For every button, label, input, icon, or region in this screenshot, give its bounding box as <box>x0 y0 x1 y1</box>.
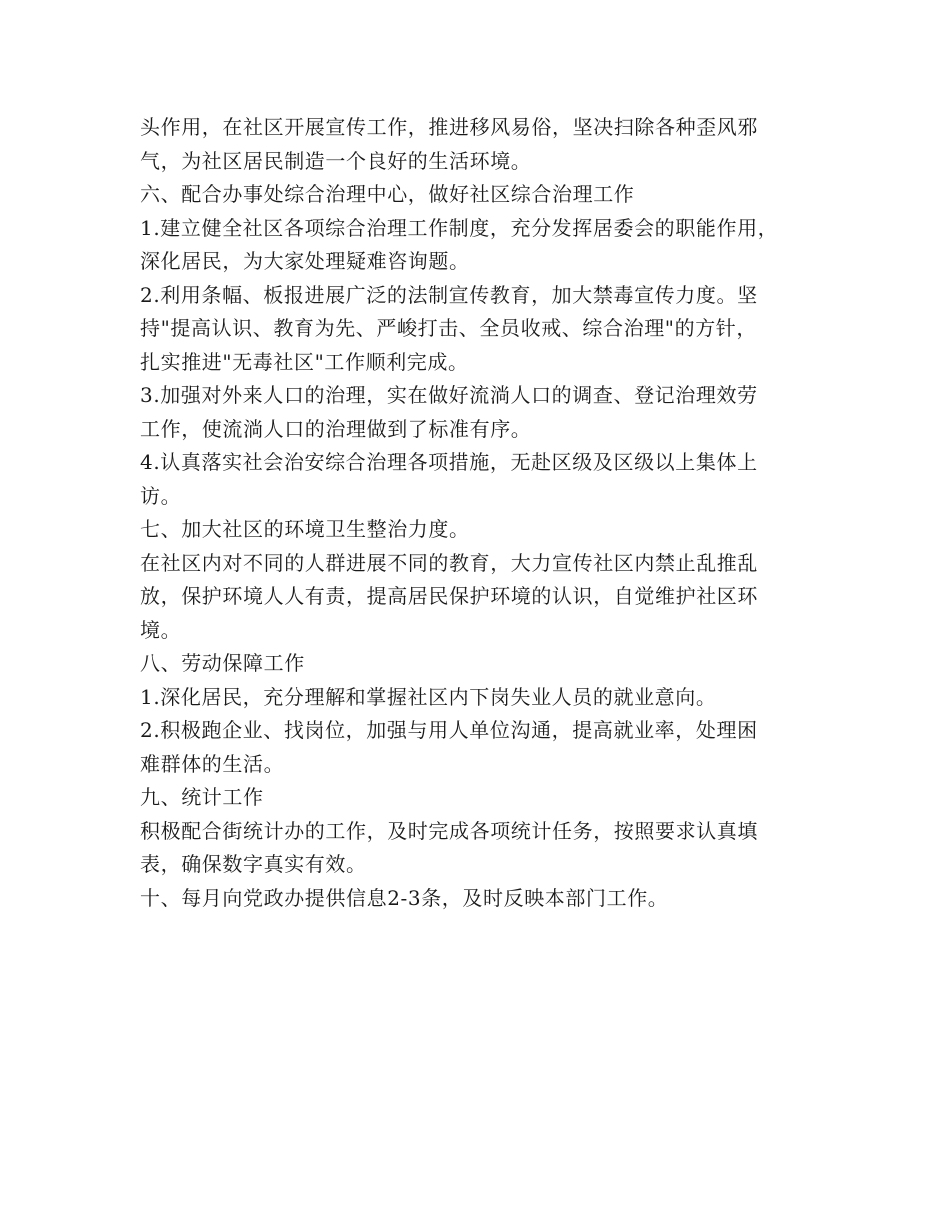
text-line-15: 放，保护环境人人有责，提高居民保护环境的认识，自觉维护社区环 <box>140 584 758 608</box>
text-line-20: 难群体的生活。 <box>140 751 285 776</box>
text-line-5: 深化居民，为大家处理疑难咨询题。 <box>140 249 470 273</box>
text-line-4: 1.建立健全社区各项综合治理工作制度，充分发挥居委会的职能作用， <box>140 215 779 240</box>
text-line-10: 工作，使流淌人口的治理做到了标准有序。 <box>140 416 532 441</box>
text-line-11: 4.认真落实社会治安综合治理各项措施，无赴区级及区级以上集体上 <box>140 450 758 474</box>
text-line-12: 访。 <box>140 483 182 508</box>
text-line-22: 积极配合街统计办的工作，及时完成各项统计任务，按照要求认真填 <box>140 818 758 843</box>
text-line-18: 1.深化居民，充分理解和掌握社区内下岗失业人员的就业意向。 <box>140 684 717 709</box>
section-heading-8: 八、劳动保障工作 <box>140 651 305 675</box>
section-heading-7: 七、加大社区的环境卫生整治力度。 <box>140 517 470 541</box>
text-line-6: 2.利用条幅、板报进展广泛的法制宣传教育，加大禁毒宣传力度。坚 <box>140 282 758 307</box>
text-line-16: 境。 <box>140 617 182 642</box>
text-line-23: 表，确保数字真实有效。 <box>140 852 367 876</box>
text-line-1: 头作用，在社区开展宣传工作，推进移风易俗，坚决扫除各种歪风邪 <box>140 115 758 139</box>
section-heading-10: 十、每月向党政办提供信息2-3条，及时反映本部门工作。 <box>140 885 669 910</box>
text-line-8: 扎实推进"无毒社区"工作顺利完成。 <box>140 349 469 374</box>
document-body <box>140 111 820 915</box>
text-line-7: 持"提高认识、教育为先、严峻打击、全员收戒、综合治理"的方针， <box>140 316 757 340</box>
text-line-14: 在社区内对不同的人群进展不同的教育，大力宣传社区内禁止乱推乱 <box>140 550 758 575</box>
text-line-9: 3.加强对外来人口的治理，实在做好流淌人口的调查、登记治理效劳 <box>140 383 758 407</box>
section-heading-6: 六、配合办事处综合治理中心，做好社区综合治理工作 <box>140 182 635 206</box>
section-heading-9: 九、统计工作 <box>140 785 264 809</box>
text-line-19: 2.积极跑企业、找岗位，加强与用人单位沟通，提高就业率，处理困 <box>140 718 758 742</box>
text-line-2: 气，为社区居民制造一个良好的生活环境。 <box>140 148 532 173</box>
